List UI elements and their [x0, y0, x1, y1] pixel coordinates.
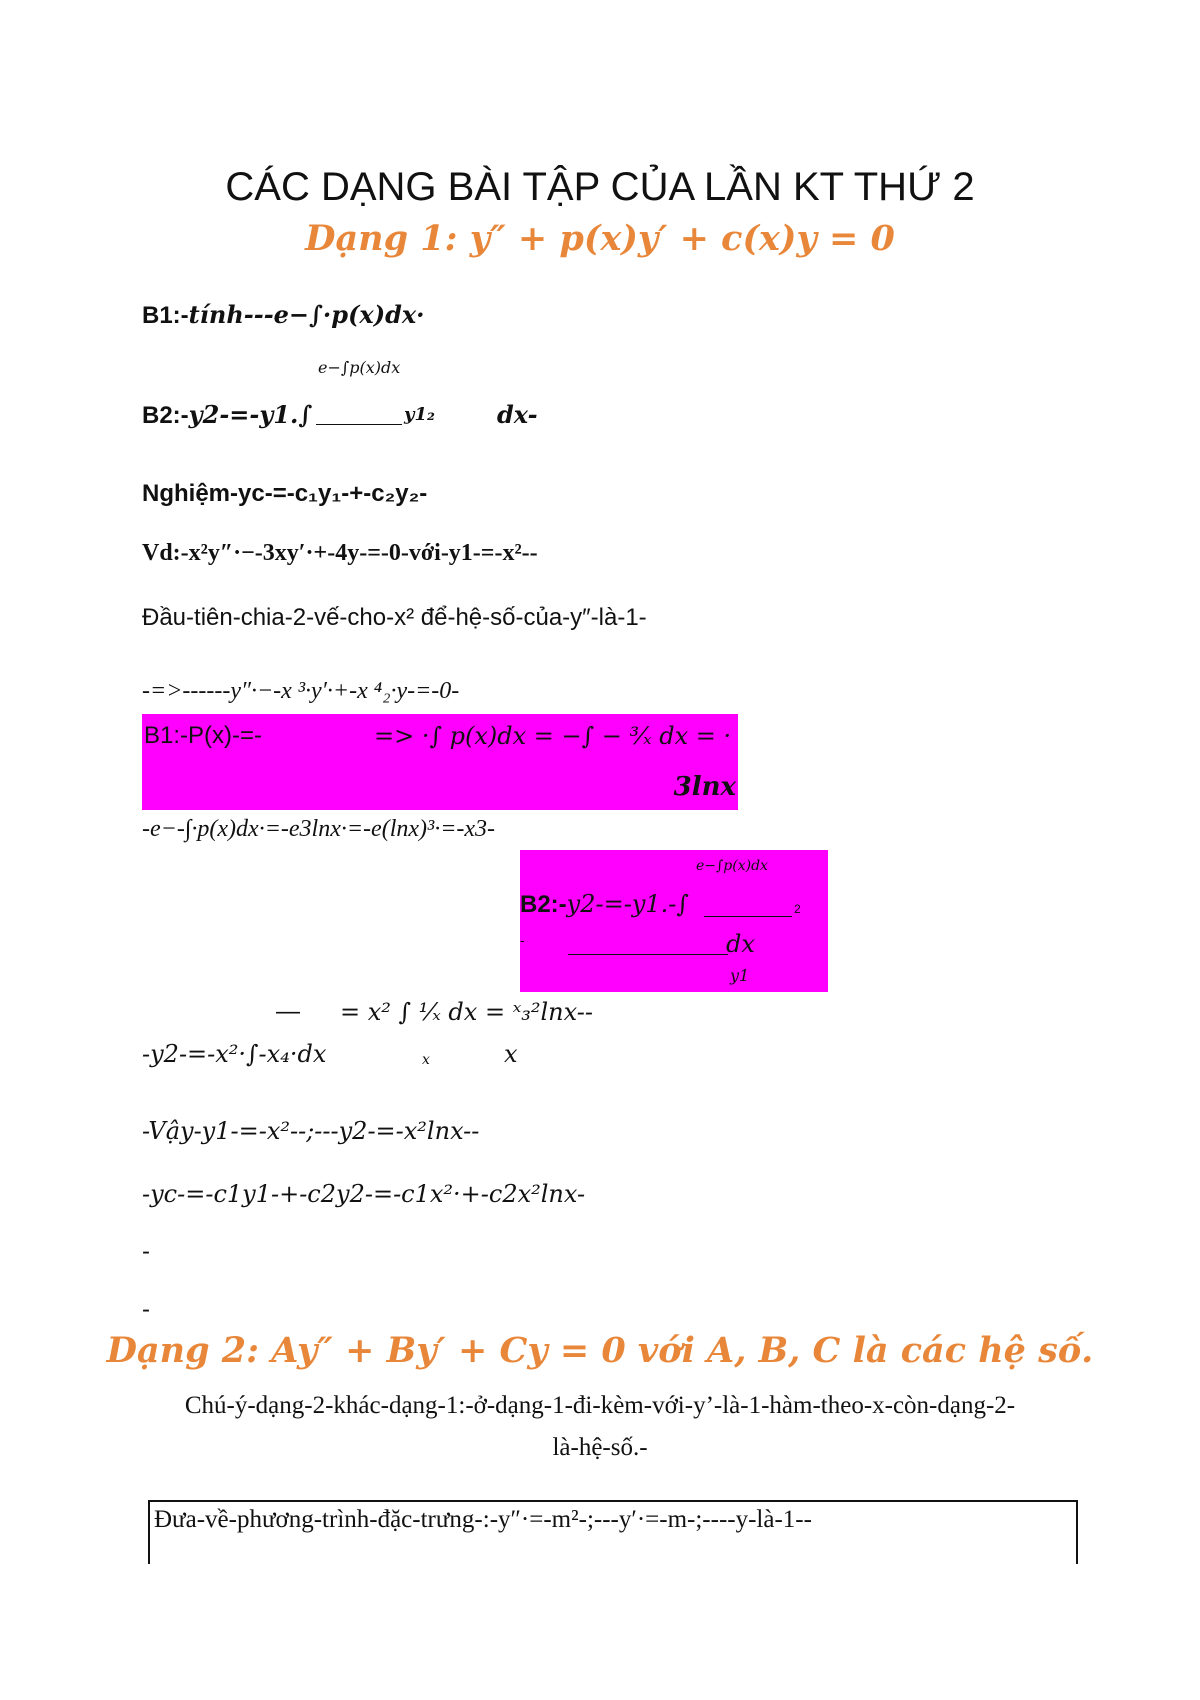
hl2-den: y1	[730, 966, 750, 985]
reduced-equation: -=>------y″·−-x ³·y′·+-x ⁴₂·y-=-0-	[142, 678, 460, 704]
hl1-label: B1:-P(x)-=-	[144, 722, 263, 749]
calc-x: x	[504, 1040, 518, 1068]
result-y1-y2: -Vậy-y1-=-x²--;---y2-=-x²lnx--	[142, 1117, 480, 1145]
step-divide-line: Đầu-tiên-chia-2-vế-cho-x² để-hệ-số-của-y″-là-1-	[142, 604, 647, 631]
dash-line-2: -	[142, 1296, 150, 1323]
calc-eq: = x² ∫ ¹⁄ₓ dx = ˣ₃²lnx--	[340, 998, 593, 1026]
hl2-dx: dx	[726, 930, 755, 958]
b1-text: tính---e−∫·p(x)dx·	[188, 300, 425, 329]
highlight-b2	[520, 850, 828, 992]
highlight-b1	[142, 714, 738, 810]
b2-denominator: y1₂	[404, 404, 435, 425]
form1-heading: Dạng 1: y″ + p(x)y′ + c(x)y = 0	[305, 218, 895, 259]
solution-line: Nghiệm-yc-=-c₁y₁-+-c₂y₂-	[142, 480, 428, 507]
b2-numerator: e−∫p(x)dx	[318, 358, 401, 377]
result-yc: -yc-=-c1y1-+-c2y2-=-c1x²·+-c2x²lnx-	[142, 1180, 586, 1208]
characteristic-text: Đưa-về-phương-trình-đặc-trưng-:-y″·=-m²-;---y′·=-m-;----y-là-1--	[154, 1506, 812, 1533]
calc-dash: —	[276, 998, 300, 1025]
b2-fraction-bar	[316, 424, 402, 425]
exponential-line: -e−-∫·p(x)dx·=-e3lnx·=-e(lnx)³·=-x3-	[142, 816, 496, 842]
hl1-formula: => ·∫ p(x)dx = −∫ − ³⁄ₓ dx = ·	[374, 722, 732, 750]
hl2-line	[520, 890, 689, 919]
hl2-sup: 2	[794, 902, 801, 916]
b2-label: B2:-	[142, 402, 189, 429]
b1-label: B1:-	[142, 302, 189, 329]
calc-left: -y2-=-x²·∫-x₄·dx	[142, 1040, 327, 1068]
characteristic-box	[148, 1500, 1078, 1564]
page-title: CÁC DẠNG BÀI TẬP CỦA LẦN KT THỨ 2	[225, 165, 975, 209]
form2-note-line2: là-hệ-số.-	[552, 1434, 648, 1461]
dash-line-1: -	[142, 1238, 150, 1265]
example-line: Vd:-x²y″·−-3xy′·+-4y-=-0-với-y1-=-x²--	[142, 540, 538, 566]
calc-x-small: x	[422, 1052, 430, 1068]
hl2-formula: y2-=-y1.-∫	[566, 890, 689, 918]
b2-formula: y2-=-y1.∫	[188, 400, 313, 429]
hl1-result: 3lnx	[673, 772, 736, 802]
hl2-dash: -	[520, 932, 525, 948]
hl2-label: B2:-	[520, 891, 567, 918]
b2-dx: dx-	[497, 400, 538, 429]
hl2-fraction-bar	[704, 916, 792, 917]
hl2-fraction-bar-2	[568, 954, 728, 955]
b2-line	[142, 400, 312, 430]
form2-heading: Dạng 2: Ay″ + By′ + Cy = 0 với A, B, C là các hệ số.	[106, 1330, 1094, 1371]
hl2-numerator: e−∫p(x)dx	[696, 858, 768, 874]
b1-line	[142, 300, 425, 330]
form2-note-line1: Chú-ý-dạng-2-khác-dạng-1:-ở-dạng-1-đi-kèm-với-y’-là-1-hàm-theo-x-còn-dạng-2-	[184, 1392, 1016, 1419]
